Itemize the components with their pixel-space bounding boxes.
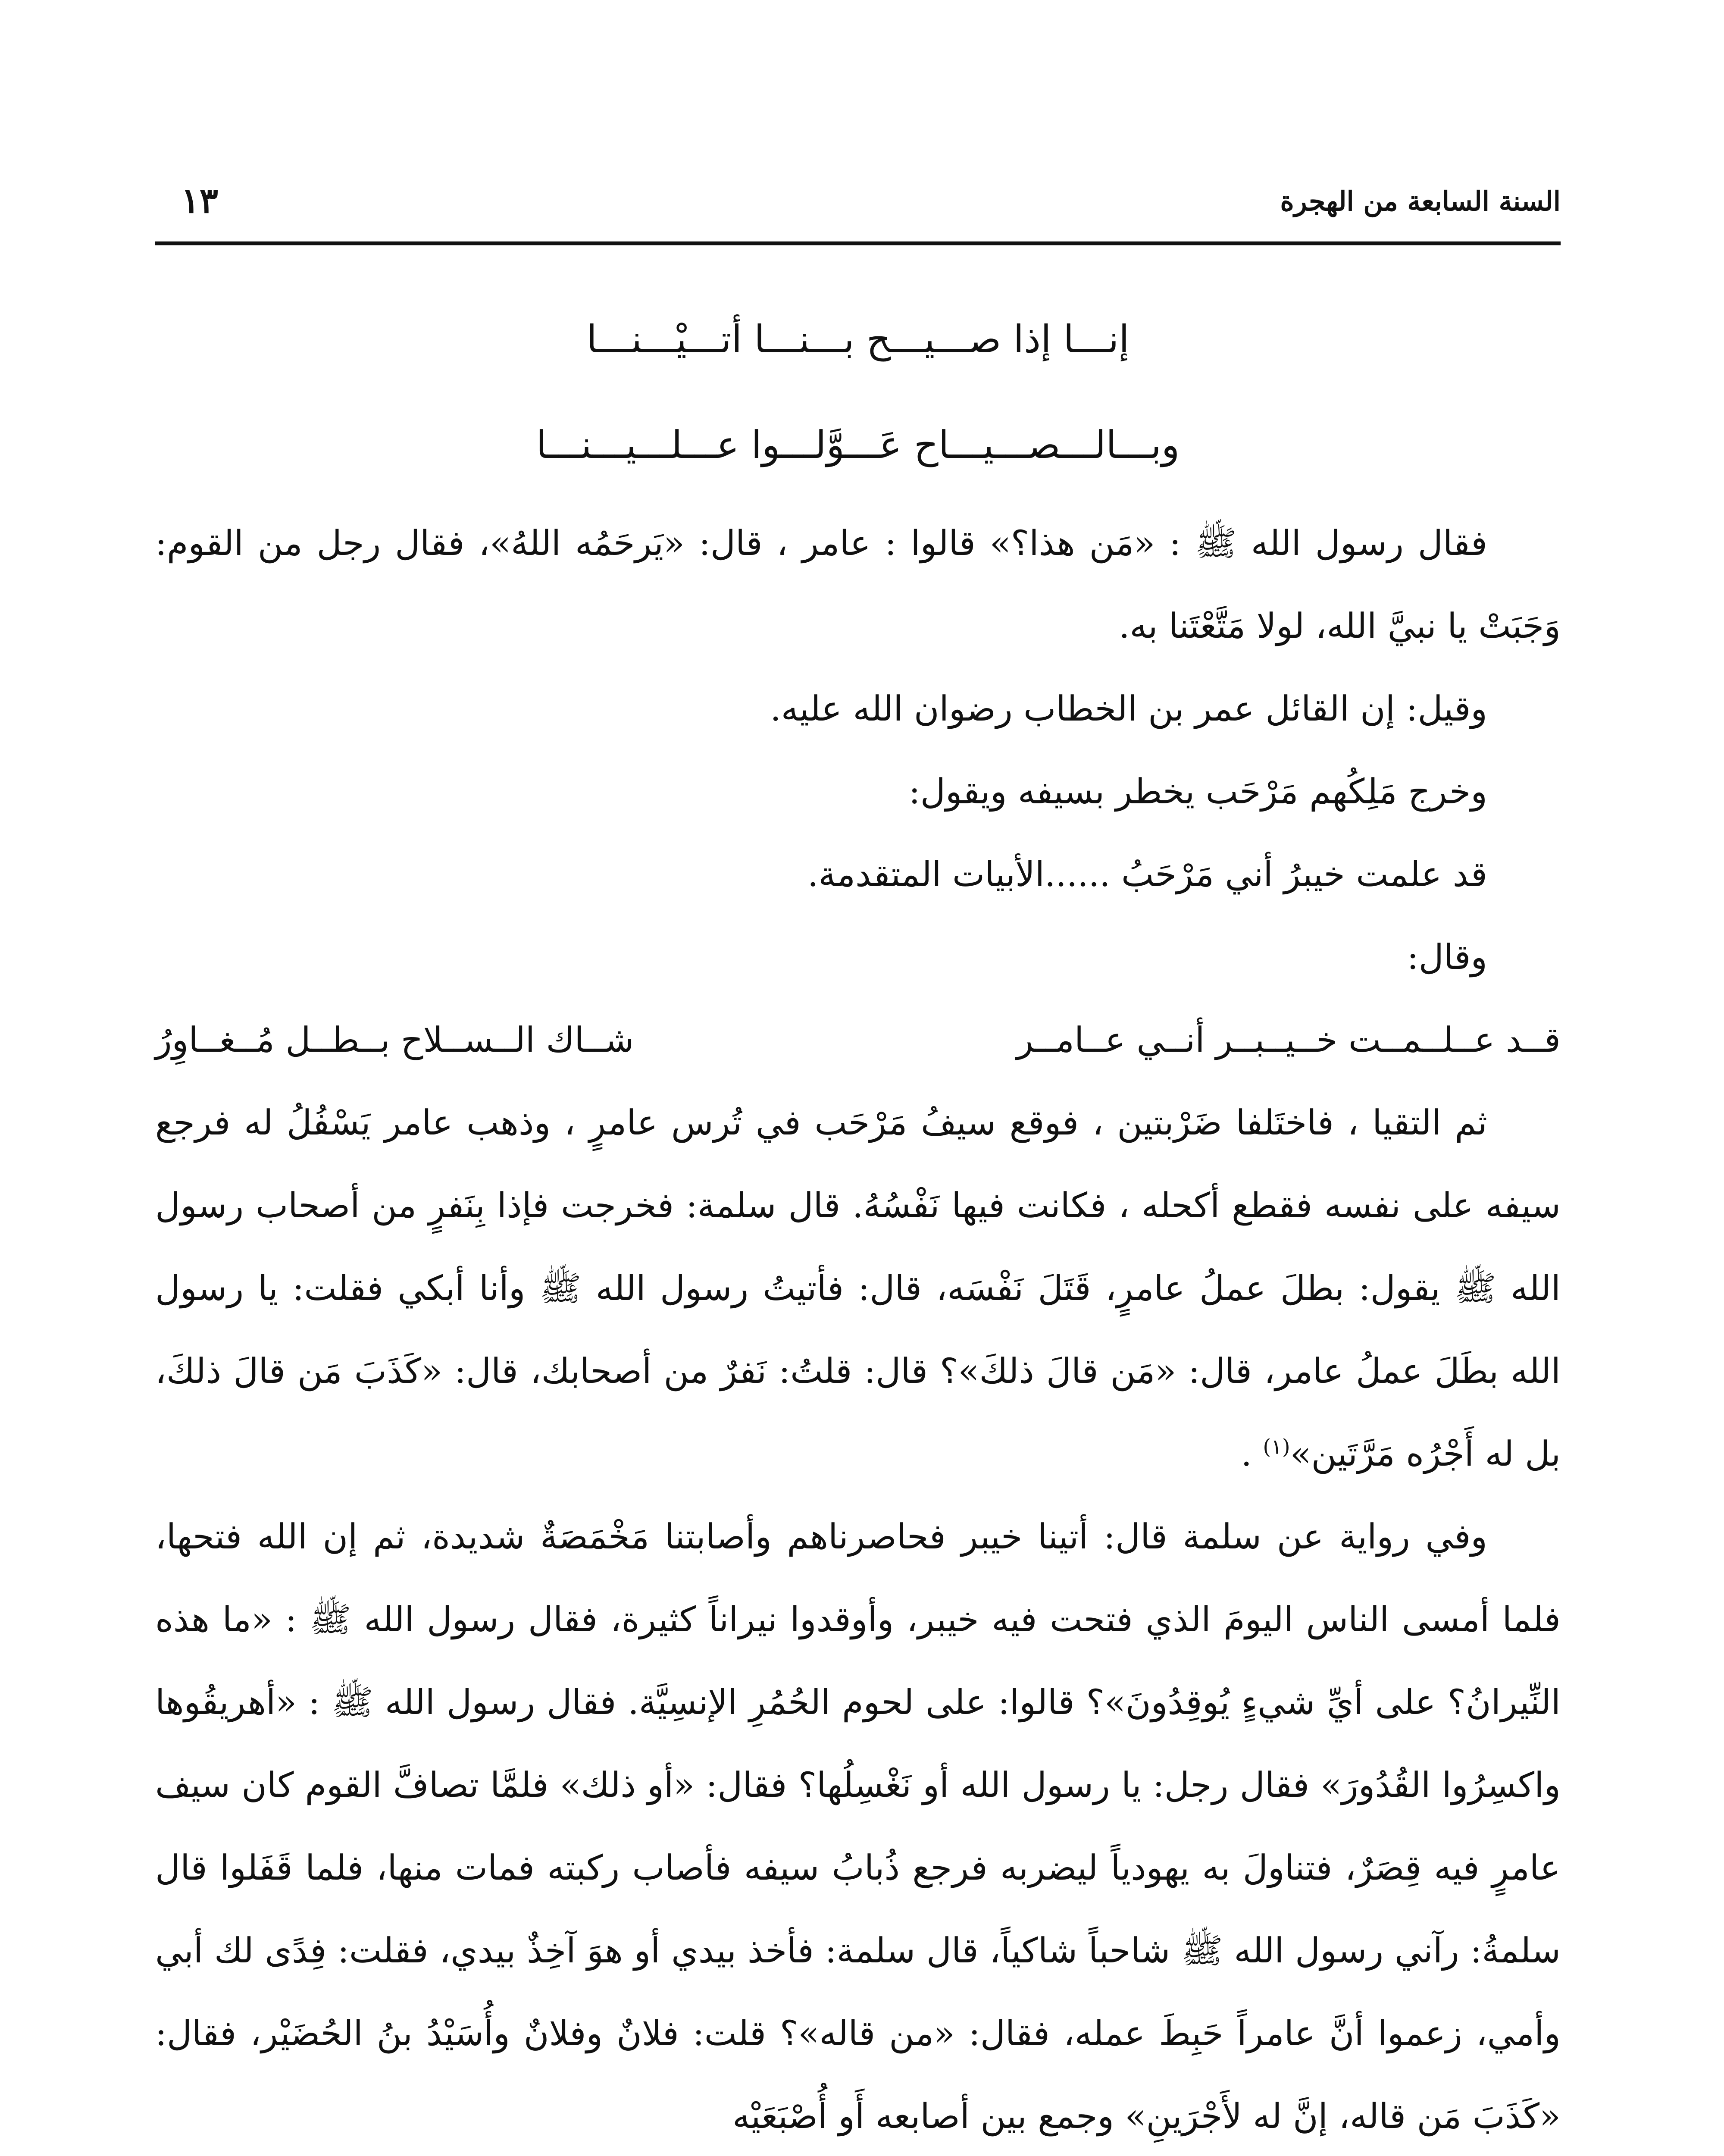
paragraph-duel: ثم التقيا ، فاختَلفا ضَرْبتين ، فوقع سيفُ مَرْحَب في تُرس عامرٍ ، وذهب عامر يَسْفُلُ له فرجع سيفه على نفسه فقطع أكحله ، فكانت فيها نَفْسُهُ. قال سلمة: فخرجت فإذا بِنَفرٍ من أصحاب رسول الله ﷺ يقول: بطلَ عملُ عامرٍ، قَتَلَ نَفْسَه، قال: فأتيتُ رسول الله ﷺ وأنا أبكي فقلت: يا رسول الله بطَلَ عملُ عامر، قال: «مَن قالَ ذلكَ»؟ قال: قلتُ: نَفرٌ من أصحابك، قال: «كَذَبَ مَن قالَ ذلكَ، بل له أَجْرُه مَرَّتَين»$^{(١)}$ . <box>155 1103 1561 1474</box>
running-header <box>155 155 1561 245</box>
verse-hemistich-left: شــاك الــســلاح بــطــل مُــغــاوِرُ <box>155 1020 634 1060</box>
page-number: ١٣ <box>181 180 218 221</box>
chapter-title: السنة السابعة من الهجرة <box>1280 185 1561 217</box>
poem-line-1: إنـــا إذا صـــيـــح بـــنـــا أتـــيْـــنـــا <box>586 317 1130 361</box>
paragraph-duel-text: ثم التقيا ، فاختَلفا ضَرْبتين ، فوقع سيفُ مَرْحَب في تُرس عامرٍ ، وذهب عامر يَسْفُلُ له فرجع سيفه على نفسه فقطع أكحله ، فكانت فيها نَفْسُهُ. قال سلمة: فخرجت فإذا بِنَفرٍ من أصحاب رسول الله ﷺ يقول: بطلَ عملُ عامرٍ، قَتَلَ نَفْسَه، قال: فأتيتُ رسول الله ﷺ وأنا أبكي فقلت: يا رسول الله بطَلَ عملُ عامر، قال: «مَن قالَ ذلكَ»؟ قال: قلتُ: نَفرٌ من أصحابك، قال: «كَذَبَ مَن قالَ ذلكَ، بل له أَجْرُه مَرَّتَين» <box>155 1103 1561 1474</box>
paragraph-marhab-verse-ref: قد علمت خيبرُ أني مَرْحَبُ ......الأبيات المتقدمة. <box>807 854 1487 894</box>
paragraph-who-is-this: فقال رسول الله ﷺ : «مَن هذا؟» قالوا : عامر ، قال: «يَرحَمُه اللهُ»، فقال رجل من القوم: وَجَبَتْ يا نبيَّ الله، لولا مَتَّعْتَنا به. <box>155 523 1561 646</box>
paragraph-salama-narration: وفي رواية عن سلمة قال: أتينا خيبر فحاصرناهم وأصابتنا مَخْمَصَةٌ شديدة، ثم إن الله فتحها، فلما أمسى الناس اليومَ الذي فتحت فيه خيبر، وأوقدوا نيراناً كثيرة، فقال رسول الله ﷺ : «ما هذه النِّيرانُ؟ على أيِّ شيءٍ يُوقِدُونَ»؟ قالوا: على لحوم الحُمُرِ الإنسِيَّة. فقال رسول الله ﷺ : «أهريقُوها واكسِرُوا القُدُورَ» فقال رجل: يا رسول الله أو نَغْسِلُها؟ فقال: «أو ذلك» فلمَّا تصافَّ القوم كان سيف عامرٍ فيه قِصَرٌ، فتناولَ به يهودياً ليضربه فرجع ذُبابُ سيفه فأصاب ركبته فمات منها، فلما قَفَلوا قال سلمةُ: رآني رسول الله ﷺ شاحباً شاكياً، قال سلمة: فأخذ بيدي أو هوَ آخِذٌ بيدي، فقلت: فِدًى لك أبي وأمي، زعموا أنَّ عامراً حَبِطَ عمله، فقال: «من قاله»؟ قلت: فلانٌ وفلانٌ وأُسَيْدُ بنُ الحُضَيْر، فقال: «كَذَبَ مَن قاله، إنَّ له لأَجْرَينِ» وجمع بين أصابعه أَو أُصْبَعَيْه <box>155 1517 1561 2136</box>
poem-couplet <box>155 286 1561 498</box>
body-text <box>155 502 1561 2156</box>
book-page <box>155 155 1561 2156</box>
poem-line-2: وبـــالـــصـــيـــاح عَـــوَّلـــوا عـــلـــيـــنـــا <box>536 423 1180 467</box>
paragraph-umar-note: وقيل: إن القائل عمر بن الخطاب رضوان الله عليه. <box>770 689 1487 729</box>
verse-amir <box>155 999 1561 1081</box>
verse-hemistich-right: قــد عــلــمــت خــيــبــر أنــي عــامــر <box>1017 1020 1561 1060</box>
paragraph-marhab-comes-out: وخرج مَلِكُهم مَرْحَب يخطر بسيفه ويقول: <box>908 771 1487 812</box>
footnote-reference: (١) <box>1263 1435 1290 1459</box>
paragraph-and-he-said: وقال: <box>1407 937 1487 977</box>
